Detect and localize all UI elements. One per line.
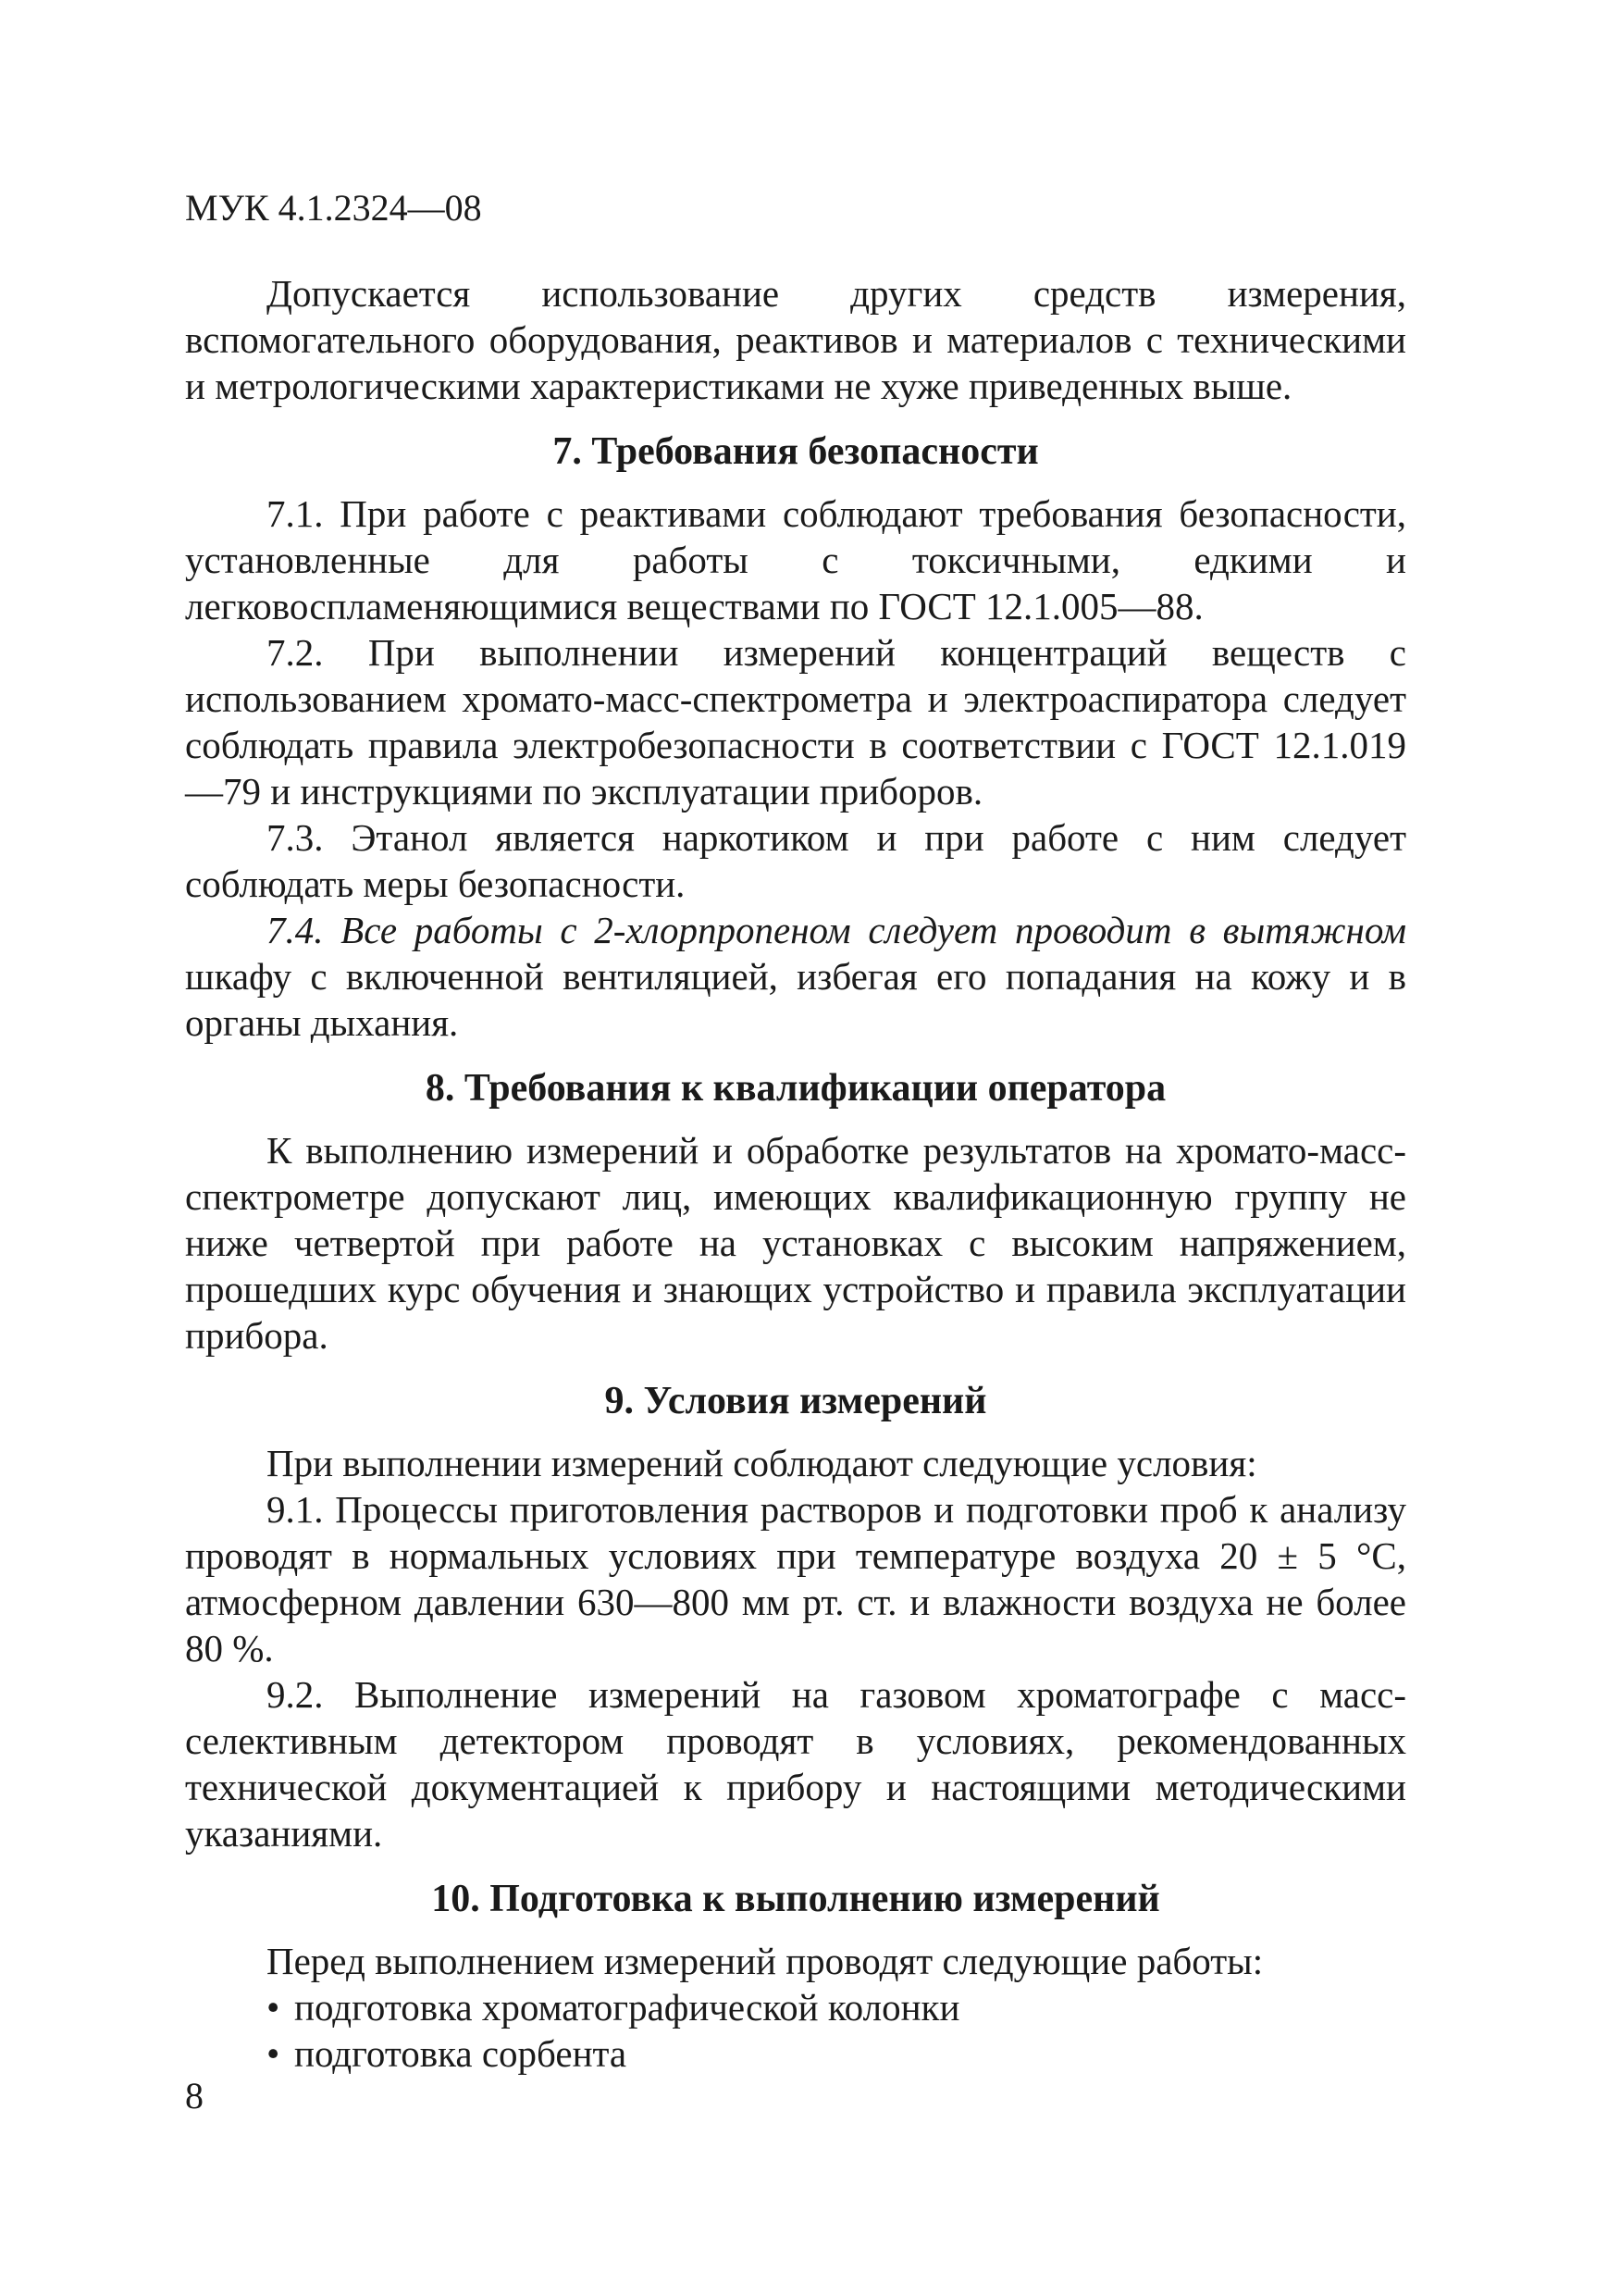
bullet-icon: • [266,2032,280,2075]
section-7-4-text: шкафу с включенной вентиляцией, избегая его попадания на кожу и в органы дыхания. [185,955,1406,1044]
document-code: МУК 4.1.2324—08 [185,187,482,229]
section-7-heading: 7. Требования безопасности [552,430,1039,473]
section-7-4-paragraph [185,907,1406,1046]
list-item-text: подготовка сорбента [294,2032,627,2075]
bullet-icon: • [266,1986,280,2029]
section-10-heading: 10. Подготовка к выполнению измерений [431,1878,1160,1920]
list-item-text: подготовка хроматографической колонки [294,1986,960,2029]
section-7-3-paragraph: 7.3. Этанол является наркотиком и при работе с ним следует соблюдать меры безопасности. [185,816,1406,905]
section-9-2-paragraph: 9.2. Выполнение измерений на газовом хроматографе с масс-селективным детектором проводят в условиях, рекомендованных технической документацией к прибору и настоящими методическими указаниями. [185,1673,1406,1855]
list-item [266,2030,1406,2077]
page-number: 8 [185,2075,204,2116]
document-page [185,185,1406,2077]
section-9-intro-paragraph: При выполнении измерений соблюдают следующие условия: [266,1442,1257,1484]
list-item [266,1984,1406,2030]
section-7-2-paragraph: 7.2. При выполнении измерений концентраций веществ с использованием хромато-масс-спектрометра и электроаспиратора следует соблюдать правила электробезопасности в соответствии с ГОСТ 12.1.019—79 и инструкциями по эксплуатации приборов. [185,631,1406,813]
preparation-list [185,1984,1406,2077]
section-7-4-italic-text: 7.4. Все работы с 2-хлорпропеном следует проводит в вытяжном [266,909,1406,951]
section-7-1-paragraph: 7.1. При работе с реактивами соблюдают требования безопасности, установленные для работы с токсичными, едкими и легковоспламеняющимися веществами по ГОСТ 12.1.005—88. [185,492,1406,627]
section-9-heading: 9. Условия измерений [604,1380,987,1422]
section-8-heading: 8. Требования к квалификации оператора [425,1067,1167,1110]
section-8-paragraph: К выполнению измерений и обработке результатов на хромато-масс-спектрометре допускают лиц, имеющих квалификационную группу не ниже четвертой при работе на установках с высоким напряжением, прошедших курс обучения и знающих устройство и правила эксплуатации прибора. [185,1129,1406,1357]
intro-paragraph: Допускается использование других средств измерения, вспомогательного оборудования, реактивов и материалов с техническими и метрологическими характеристиками не хуже приведенных выше. [185,272,1406,407]
section-10-intro-paragraph: Перед выполнением измерений проводят следующие работы: [266,1940,1264,1982]
section-9-1-paragraph: 9.1. Процессы приготовления растворов и подготовки проб к анализу проводят в нормальных условиях при температуре воздуха 20 ± 5 °С, атмосферном давлении 630—800 мм рт. ст. и влажности воздуха не более 80 %. [185,1488,1406,1669]
